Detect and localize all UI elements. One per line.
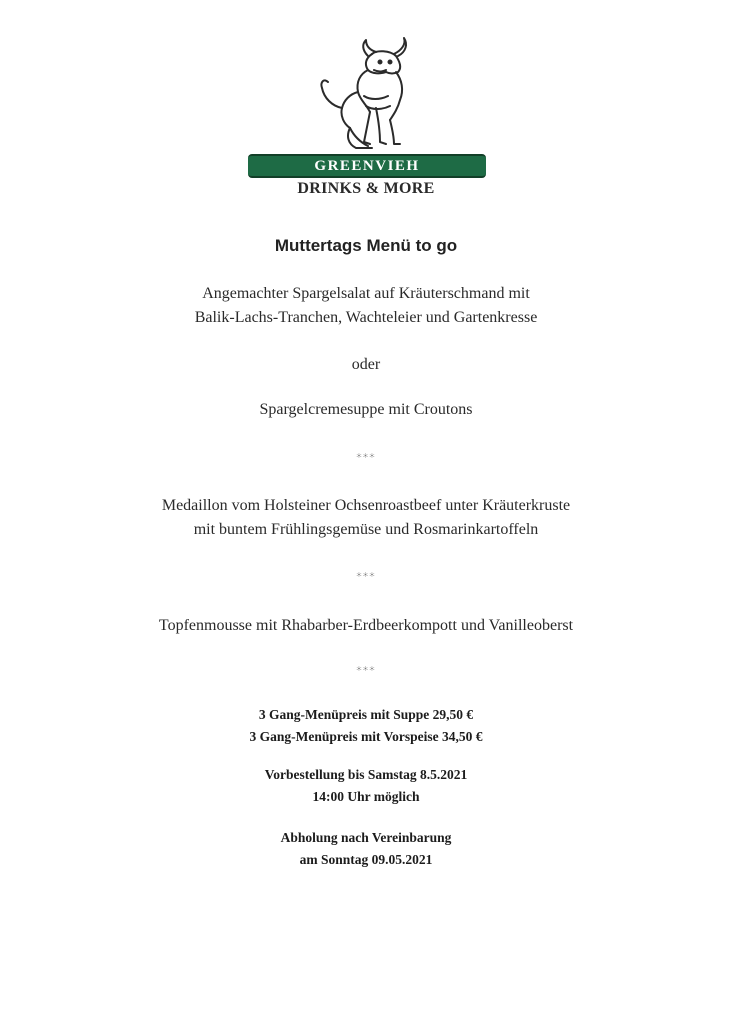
pickup-line-1: Abholung nach Vereinbarung [280, 830, 452, 845]
menu-title: Muttertags Menü to go [274, 236, 458, 255]
preorder-line-1: Vorbestellung bis Samstag 8.5.2021 [264, 767, 468, 782]
starter-1-line-2: Balik-Lachs-Tranchen, Wachteleier und Gartenkresse [194, 309, 538, 326]
brand-name: GREENVIEH [314, 157, 420, 174]
brand-banner [248, 154, 486, 178]
or-text: oder [351, 356, 381, 373]
separator-3: *** [356, 664, 376, 677]
starter-2: Spargelcremesuppe mit Croutons [259, 401, 473, 418]
preorder-line-2: 14:00 Uhr möglich [312, 789, 420, 804]
starter-1-line-1: Angemachter Spargelsalat auf Kräuterschmand mit [202, 285, 530, 302]
dessert: Topfenmousse mit Rhabarber-Erdbeerkompott und Vanilleoberst [158, 617, 574, 634]
price-starter: 3 Gang-Menüpreis mit Vorspeise 34,50 € [249, 729, 483, 744]
main-course-line-1: Medaillon vom Holsteiner Ochsenroastbeef unter Kräuterkruste [161, 497, 571, 514]
main-course-line-2: mit buntem Frühlingsgemüse und Rosmarinkartoffeln [193, 521, 539, 538]
logo [0, 36, 732, 206]
separator-1: *** [356, 451, 376, 464]
brand-tagline: DRINKS & MORE [297, 180, 435, 197]
price-soup: 3 Gang-Menüpreis mit Suppe 29,50 € [258, 707, 474, 722]
separator-2: *** [356, 570, 376, 583]
bull-icon [310, 36, 420, 154]
pickup-line-2: am Sonntag 09.05.2021 [299, 852, 433, 867]
